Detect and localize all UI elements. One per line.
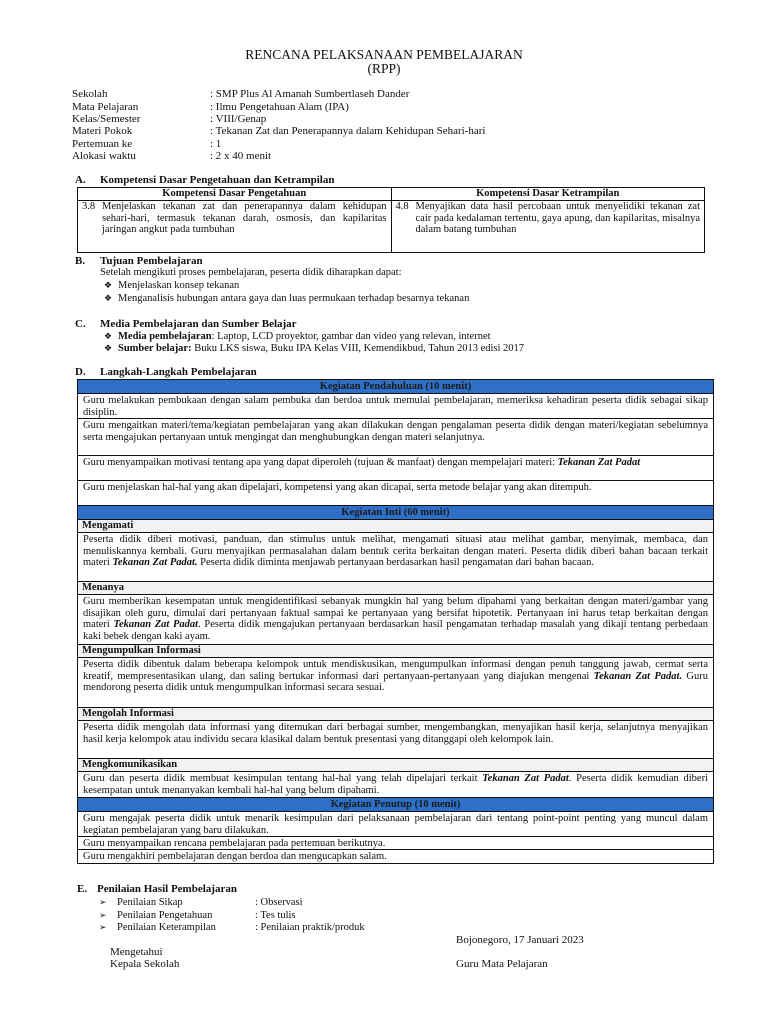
- mengolah-row: Peserta didik mengolah data informasi yang ditemukan dari berbagai sumber, mengembangkan, menyajikan hasil kerja, selanjutnya menyajikan hasil kerja kelompok atau individu secara klasikal dalam bentuk presentasi yang ditanggapi oleh kelompok lain.: [78, 721, 713, 759]
- penilaian-item: ➢ Penilaian Pengetahuan : Tes tulis: [99, 910, 296, 921]
- info-row-alokasi: Alokasi waktu : 2 x 40 menit: [72, 150, 272, 162]
- section-d-heading: D. Langkah-Langkah Pembelajaran: [75, 366, 257, 378]
- arrow-bullet-icon: ➢: [99, 922, 107, 932]
- menanya-row: Guru memberikan kesempatan untuk mengidentifikasi sebanyak mungkin hal yang belum dipahami yang berkaitan dengan materi/gambar yang disajikan oleh guru, dimulai dari pertanyaan faktual sampai ke pertanyaan yang bersifat hipotetik. Pertanyaan ini harus tetap berkaitan dengan materi Tekanan Zat Padat. Peserta didik mengajukan pertanyaan berdasarkan hasil pengamatan terhadap masalah yang dikaji tentang perbedaan kaki bebek dengan kaki ayam.: [78, 595, 713, 645]
- diamond-bullet-icon: ❖: [104, 343, 113, 353]
- document-title: RENCANA PELAKSANAAN PEMBELAJARAN: [245, 47, 523, 62]
- subheading-mengamati: Mengamati: [78, 520, 713, 533]
- info-row-materi: Materi Pokok : Tekanan Zat dan Penerapannya dalam Kehidupan Sehari-hari: [72, 125, 486, 137]
- diamond-bullet-icon: ❖: [104, 331, 113, 341]
- section-e-heading: E. Penilaian Hasil Pembelajaran: [77, 883, 237, 895]
- subheading-mengolah: Mengolah Informasi: [78, 708, 713, 721]
- diamond-bullet-icon: ❖: [104, 280, 113, 290]
- penutup-row: Guru menyampaikan rencana pembelajaran pada pertemuan berikutnya.: [78, 837, 713, 850]
- mengumpulkan-row: Peserta didik dibentuk dalam beberapa kelompok untuk mendiskusikan, mengumpulkan informasi dengan penuh tanggung jawab, cermat serta kreatif, mempresentasikan ulang, dan saling bertukar informasi dari pertanyaan-pertanyaan yang diajukan mengenai Tekanan Zat Padat. Guru mendorong peserta didik untuk mengumpulkan informasi secara sesuai.: [78, 658, 713, 708]
- arrow-bullet-icon: ➢: [99, 897, 107, 907]
- subheading-menanya: Menanya: [78, 582, 713, 595]
- diamond-bullet-icon: ❖: [104, 293, 113, 303]
- langkah-pembelajaran-table: [77, 379, 714, 864]
- arrow-bullet-icon: ➢: [99, 910, 107, 920]
- mengkomunikasikan-row: Guru dan peserta didik membuat kesimpulan tentang hal-hal yang telah dipelajari terkait Tekanan Zat Padat. Peserta didik kemudian diberi kesempatan untuk menanyakan kembali hal-hal yang belum dipahami.: [78, 772, 713, 798]
- penutup-row: Guru mengajak peserta didik untuk menarik kesimpulan dari pelaksanaan pembelajaran dari tentang point-point penting yang muncul dalam kegiatan pembelajaran yang baru dilakukan.: [78, 812, 713, 837]
- tujuan-item: ❖ Menganalisis hubungan antara gaya dan luas permukaan terhadap besarnya tekanan: [104, 293, 470, 304]
- info-row-mapel: Mata Pelajaran : Ilmu Pengetahuan Alam (IPA): [72, 101, 349, 113]
- sumber-item: ❖ Sumber belajar: Buku LKS siswa, Buku IPA Kelas VIII, Kemendikbud, Tahun 2013 edisi 2017: [104, 343, 525, 354]
- kd-head-keterampilan: Kompetensi Dasar Ketrampilan: [391, 188, 705, 201]
- subheading-mengkomunikasikan: Mengkomunikasikan: [78, 759, 713, 772]
- pendahuluan-row: Guru menjelaskan hal-hal yang akan dipelajari, kompetensi yang akan dicapai, serta metode belajar yang akan ditempuh.: [78, 481, 713, 506]
- section-a-heading: A. Kompetensi Dasar Pengetahuan dan Ketrampilan: [75, 174, 335, 186]
- penutup-row: Guru mengakhiri pembelajaran dengan berdoa dan mengucapkan salam.: [83, 851, 387, 862]
- inti-header: Kegiatan Inti (60 menit): [78, 506, 713, 520]
- subheading-mengumpulkan: Mengumpulkan Informasi: [78, 645, 713, 658]
- penilaian-item: ➢ Penilaian Sikap : Observasi: [99, 897, 303, 908]
- tujuan-intro: Setelah mengikuti proses pembelajaran, peserta didik diharapkan dapat:: [100, 267, 402, 278]
- section-b-heading: B. Tujuan Pembelajaran: [75, 255, 203, 267]
- pendahuluan-row: Guru menyampaikan motivasi tentang apa yang dapat diperoleh (tujuan & manfaat) dengan mempelajari materi: Tekanan Zat Padat: [78, 456, 713, 481]
- kd-cell-pengetahuan: 3.8 Menjelaskan tekanan zat dan penerapannya dalam kehidupan sehari-hari, termasuk tekanan darah, osmosis, dan kapilaritas jaringan angkut pada tumbuhan: [78, 201, 392, 253]
- info-row-pertemuan: Pertemuan ke : 1: [72, 138, 222, 150]
- section-c-heading: C. Media Pembelajaran dan Sumber Belajar: [75, 318, 297, 330]
- kd-cell-keterampilan: 4.8 Menyajikan data hasil percobaan untuk menyelidiki tekanan zat cair pada kedalaman tertentu, gaya apung, dan kapilaritas, misalnya dalam batang tumbuhan: [391, 201, 705, 253]
- penutup-header: Kegiatan Penutup (10 menit): [78, 798, 713, 812]
- media-item: ❖ Media pembelajaran: Laptop, LCD proyektor, gambar dan video yang relevan, internet: [104, 331, 491, 342]
- info-row-sekolah: Sekolah : SMP Plus Al Amanah Sumbertlaseh Dander: [72, 88, 410, 100]
- mengamati-row: Peserta didik diberi motivasi, panduan, dan stimulus untuk melihat, mengamati situasi atau melihat gambar, menyimak, membaca, dan menuliskannya kembali. Guru menyajikan permasalahan dalam bentuk cerita berkaitan dengan materi. Peserta didik diberi bahan bacaan terkait materi Tekanan Zat Padat. Peserta didik diminta menjawab pertanyaan berdasarkan hasil pengamatan dari bahan bacaan.: [78, 533, 713, 582]
- pendahuluan-row: Guru mengaitkan materi/tema/kegiatan pembelajaran yang akan dilakukan dengan pengalaman peserta didik dengan materi/kegiatan sebelumnya serta mengajukan pertanyaan untuk mengingat dan menghubungkan dengan materi selanjutnya.: [78, 419, 713, 456]
- kepala-sekolah-label: Kepala Sekolah: [110, 958, 180, 970]
- document-subtitle: (RPP): [367, 61, 401, 76]
- place-date: Bojonegoro, 17 Januari 2023: [456, 934, 584, 946]
- guru-mapel-label: Guru Mata Pelajaran: [456, 958, 548, 970]
- kd-head-pengetahuan: Kompetensi Dasar Pengetahuan: [78, 188, 392, 201]
- tujuan-item: ❖ Menjelaskan konsep tekanan: [104, 280, 240, 291]
- pendahuluan-row: Guru melakukan pembukaan dengan salam pembuka dan berdoa untuk memulai pembelajaran, memeriksa kehadiran peserta didik sebagai sikap disiplin.: [78, 394, 713, 419]
- info-row-kelas: Kelas/Semester : VIII/Genap: [72, 113, 267, 125]
- mengetahui-label: Mengetahui: [110, 946, 163, 958]
- pendahuluan-header: Kegiatan Pendahuluan (10 menit): [78, 380, 713, 394]
- kompetensi-dasar-table: [77, 187, 705, 253]
- penilaian-item: ➢ Penilaian Keterampilan : Penilaian praktik/produk: [99, 922, 365, 933]
